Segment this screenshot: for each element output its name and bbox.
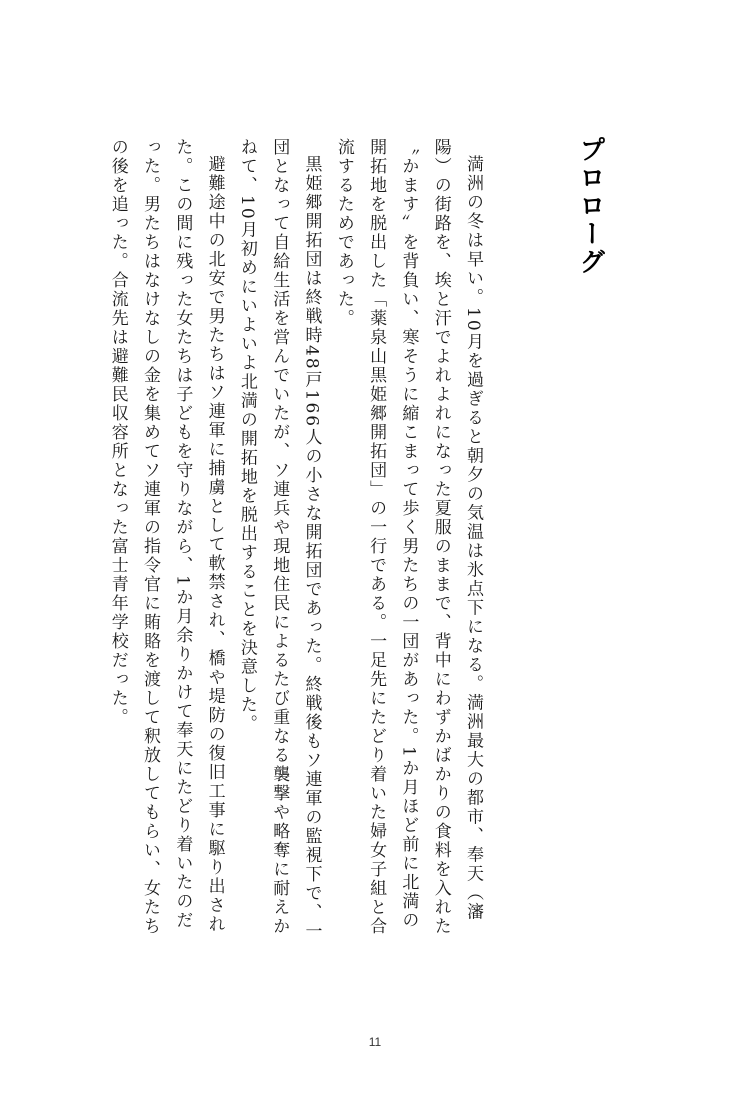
paragraph-1: 満洲の冬は早い。10月を過ぎると朝夕の気温は氷点下になる。満洲最大の都市、奉天（瀋陽）の街路を、埃と汗でよれよれになった夏服のままで、背中にわずかばかりの食料を入れた〝かます〟を背負い、寒そうに縮こまって歩く男たちの一団があった。1か月ほど前に北満の開拓地を脱出した「薬泉山黒姫郷開拓団」の一行である。一足先にたどり着いた婦女子組と合流するためであった。	[333, 138, 483, 936]
body-text	[84, 138, 489, 948]
paragraph-3: 避難途中の北安で男たちはソ連軍に捕虜として軟禁され、橋や堤防の復旧工事に駆り出された。この間に残った女たちは子どもを守りながら、1か月余りかけて奉天にたどり着いたのだった。男たちはなけなしの金を集めてソ連軍の指令官に賄賂を渡して釈放してもらい、女たちの後を追った。合流先は避難民収容所となった富士青年学校だった。	[107, 138, 225, 936]
chapter-title: プロローグ	[575, 136, 605, 276]
page-number: 11	[368, 1035, 382, 1049]
paragraph-2: 黒姫郷開拓団は終戦時48戸166人の小さな開拓団であった。終戦後もソ連軍の監視下で、一団となって自給生活を営んでいたが、ソ連兵や現地住民によるたび重なる襲撃や略奪に耐えかねて、10月初めにいよいよ北満の開拓地を脱出することを決意した。	[236, 138, 322, 942]
